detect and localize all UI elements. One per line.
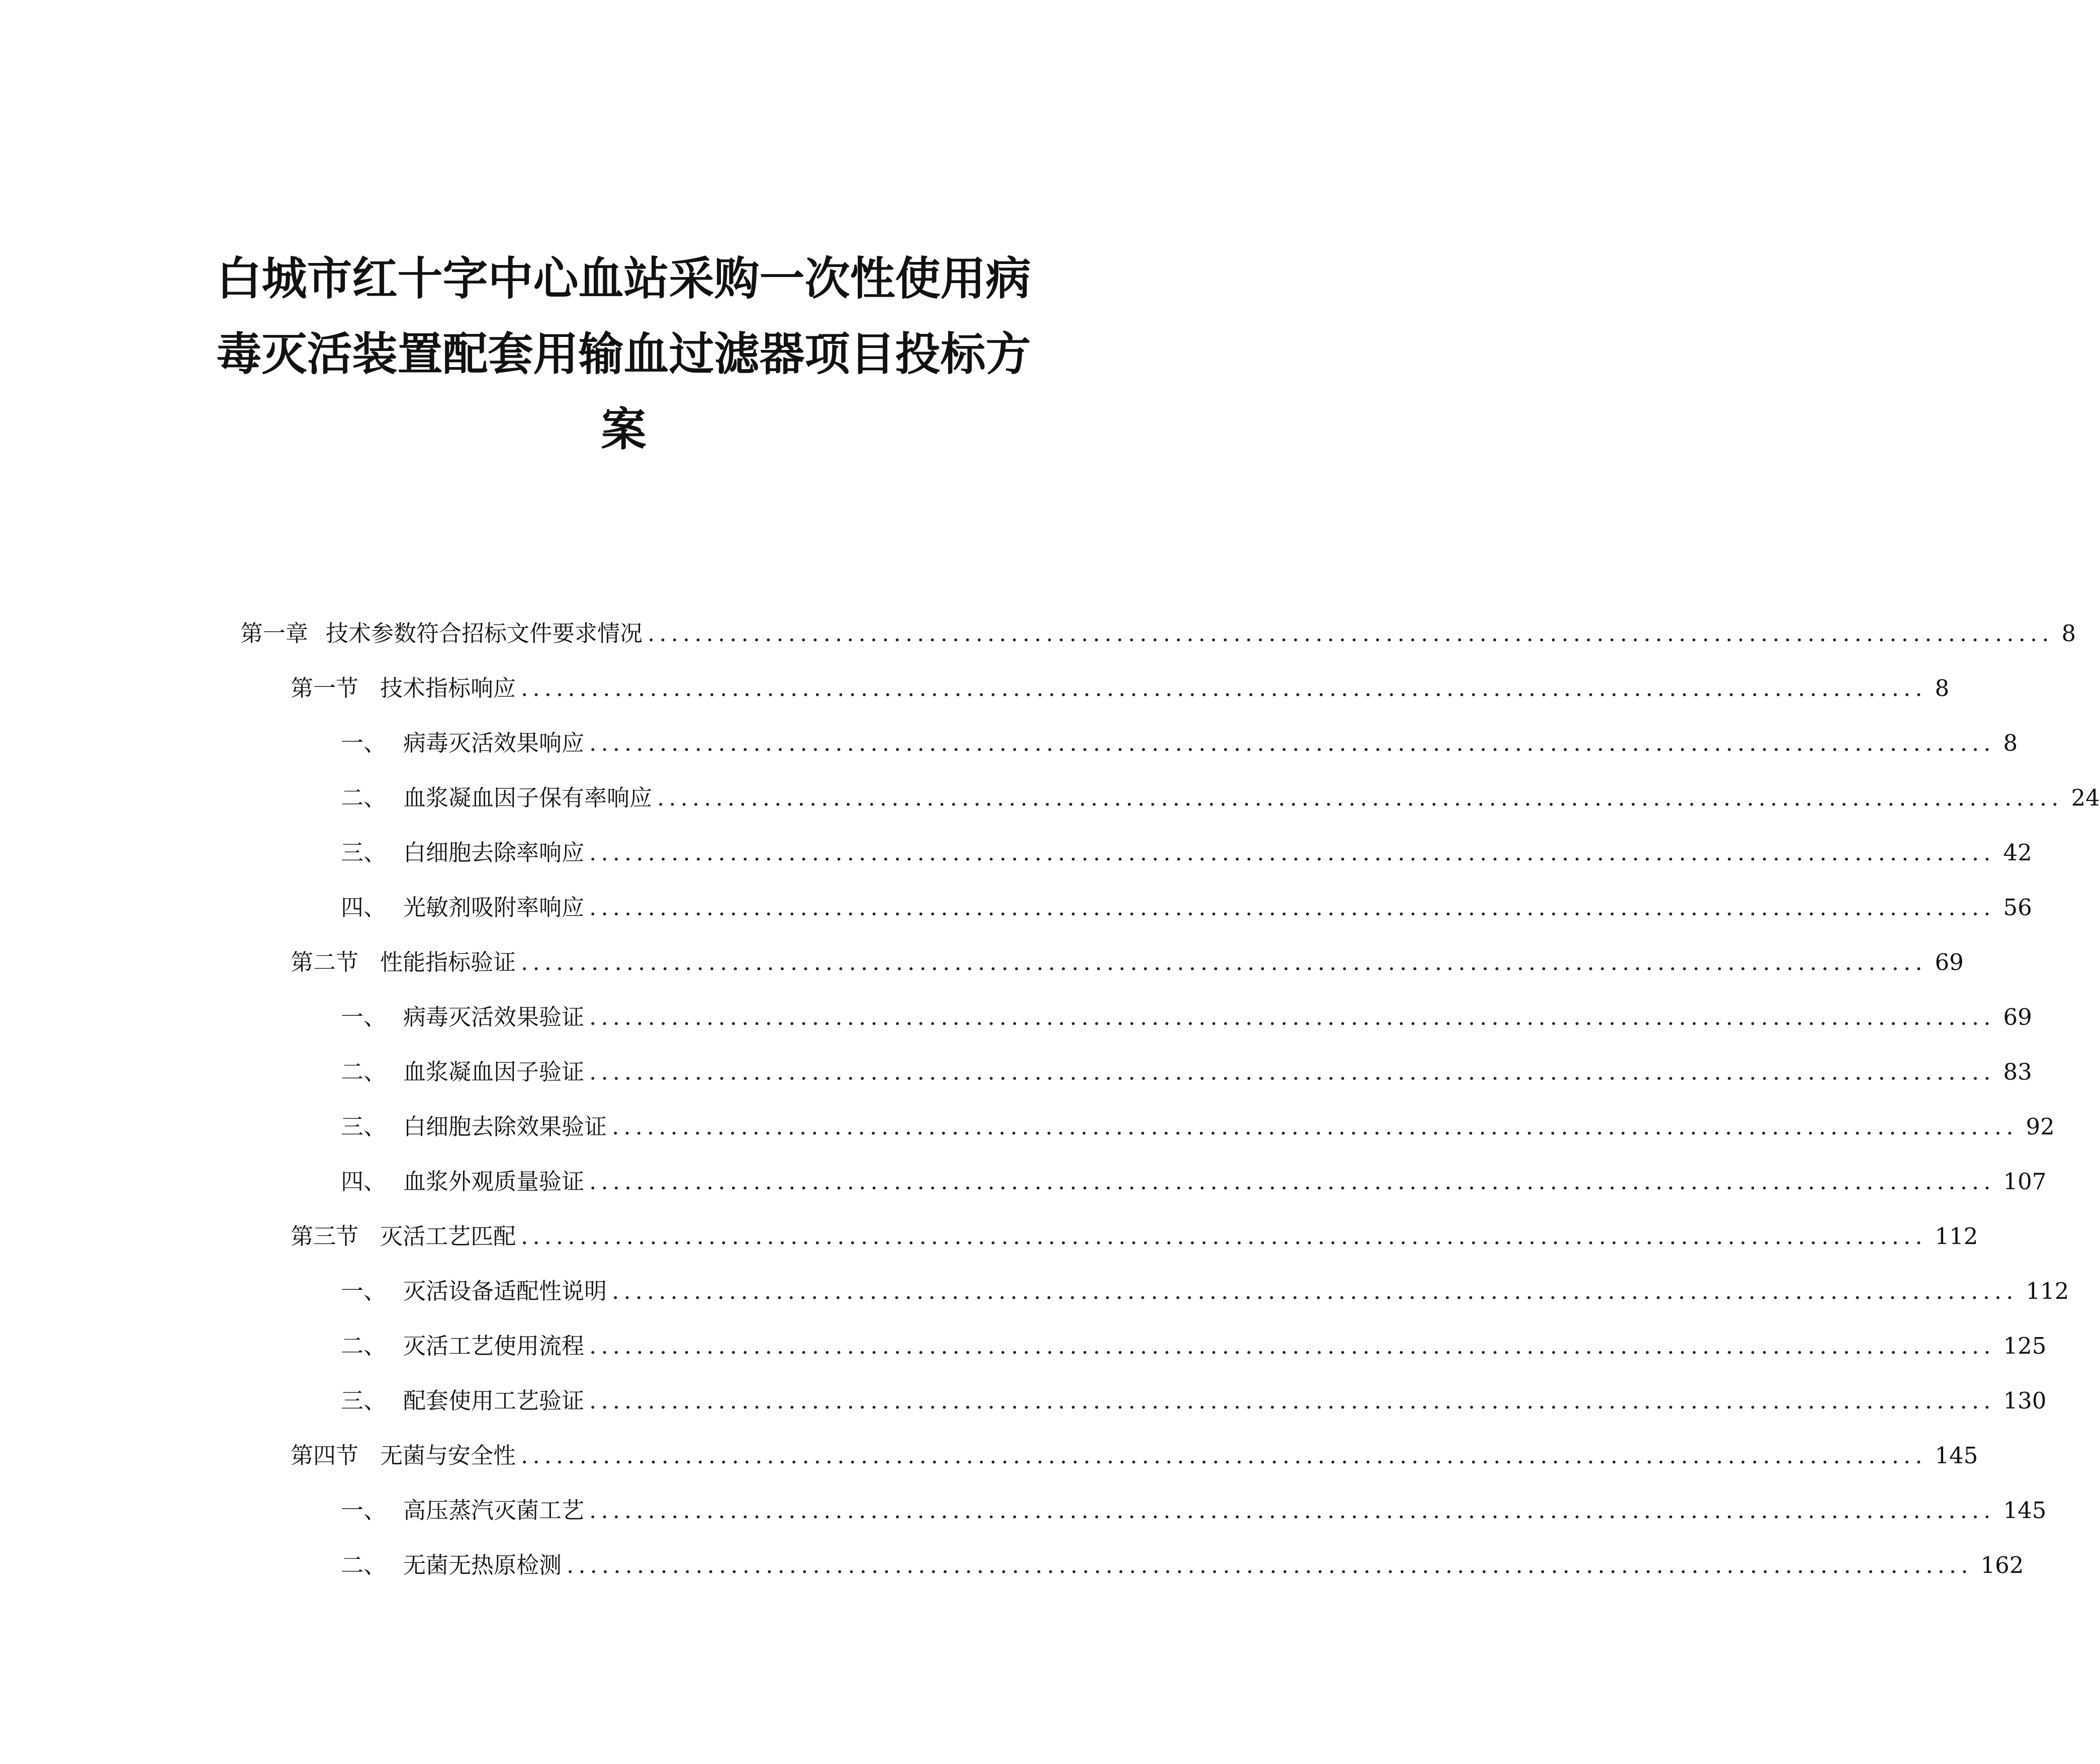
- toc-entry-page: 83: [2003, 1059, 2032, 1085]
- toc-entry-title: 病毒灭活效果验证: [403, 1004, 585, 1030]
- toc-entry-number: 一、: [341, 1497, 387, 1524]
- toc-entry-title: 血浆凝血因子保有率响应: [403, 784, 653, 811]
- toc-entry-page: 24: [2071, 784, 2100, 811]
- toc-entry-page: 112: [1935, 1223, 1978, 1250]
- toc-entry[interactable]: [341, 1495, 2047, 1526]
- title-line-3: 案: [601, 403, 647, 456]
- toc-entry-number: 第二节: [291, 949, 359, 976]
- toc-entry[interactable]: [341, 838, 2032, 868]
- toc-entry-number: 一、: [341, 1278, 387, 1304]
- toc-dot-leader: ........................................................................................................................: [589, 1387, 1995, 1414]
- toc-dot-leader: ........................................................................................................................: [612, 1113, 2018, 1140]
- toc-entry-number: 第三节: [291, 1223, 359, 1250]
- toc-dot-leader: ........................................................................................................................: [657, 784, 2063, 811]
- toc-dot-leader: ........................................................................................................................: [589, 1168, 1995, 1195]
- toc-entry[interactable]: [341, 1386, 2047, 1416]
- toc-entry-title: 病毒灭活效果响应: [403, 730, 585, 756]
- toc-entry-page: 130: [2003, 1387, 2047, 1414]
- toc-dot-leader: ........................................................................................................................: [521, 1442, 1927, 1469]
- toc-entry-number: 一、: [341, 730, 387, 756]
- toc-dot-leader: ........................................................................................................................: [589, 1059, 1995, 1085]
- toc-entry-page: 145: [1935, 1442, 1978, 1469]
- toc-entry-title: 血浆外观质量验证: [403, 1168, 585, 1195]
- toc-entry[interactable]: [341, 1002, 2032, 1032]
- toc-dot-leader: ........................................................................................................................: [612, 1278, 2018, 1304]
- toc-entry[interactable]: [341, 1550, 2024, 1580]
- toc-entry-page: 8: [1935, 675, 1950, 701]
- toc-dot-leader: ........................................................................................................................: [589, 730, 1995, 756]
- toc-dot-leader: ........................................................................................................................: [589, 1004, 1995, 1030]
- toc-entry-number: 二、: [341, 784, 387, 811]
- toc-dot-leader: ........................................................................................................................: [567, 1552, 1973, 1578]
- toc-entry-title: 无菌无热原检测: [403, 1552, 562, 1578]
- toc-entry-number: 二、: [341, 1552, 387, 1578]
- toc-entry-title: 灭活设备适配性说明: [403, 1278, 607, 1304]
- toc-entry-page: 8: [2061, 620, 2076, 647]
- toc-dot-leader: ........................................................................................................................: [589, 1333, 1995, 1359]
- toc-entry[interactable]: [341, 893, 2032, 923]
- toc-entry[interactable]: [291, 1441, 1978, 1471]
- toc-entry-number: 第一章: [240, 620, 309, 647]
- toc-entry-title: 光敏剂吸附率响应: [403, 894, 585, 921]
- toc-entry-page: 112: [2026, 1278, 2069, 1304]
- toc-entry-number: 一、: [341, 1004, 387, 1030]
- toc-entry-page: 92: [2026, 1113, 2055, 1140]
- toc-dot-leader: ........................................................................................................................: [648, 620, 2054, 647]
- toc-entry-page: 145: [2003, 1497, 2047, 1524]
- toc-entry-page: 42: [2003, 839, 2032, 866]
- toc-entry-number: 二、: [341, 1059, 387, 1085]
- toc-entry-number: 三、: [341, 1387, 387, 1414]
- toc-entry[interactable]: [291, 1221, 1978, 1252]
- toc-entry-title: 技术指标响应: [380, 675, 516, 701]
- toc-entry[interactable]: [341, 728, 2018, 758]
- toc-dot-leader: ........................................................................................................................: [521, 1223, 1927, 1250]
- toc-entry-page: 69: [1935, 949, 1964, 976]
- toc-dot-leader: ........................................................................................................................: [521, 949, 1927, 976]
- toc-entry-title: 无菌与安全性: [380, 1442, 516, 1469]
- toc-entry[interactable]: [240, 619, 2076, 649]
- toc-dot-leader: ........................................................................................................................: [589, 894, 1995, 921]
- toc-entry[interactable]: [341, 1057, 2032, 1087]
- toc-entry[interactable]: [341, 1331, 2047, 1361]
- toc-entry-title: 灭活工艺使用流程: [403, 1333, 585, 1359]
- title-line-1: 白城市红十字中心血站采购一次性使用病: [216, 252, 1031, 305]
- toc-entry[interactable]: [341, 783, 2100, 813]
- page-title: [0, 241, 1247, 468]
- toc-entry-title: 高压蒸汽灭菌工艺: [403, 1497, 585, 1524]
- title-line-2: 毒灭活装置配套用输血过滤器项目投标方: [216, 328, 1031, 381]
- toc-entry-title: 白细胞去除效果验证: [403, 1113, 607, 1140]
- toc-entry-title: 灭活工艺匹配: [380, 1223, 516, 1250]
- toc-entry-number: 二、: [341, 1333, 387, 1359]
- toc-entry-number: 四、: [341, 1168, 387, 1195]
- toc-entry-page: 107: [2003, 1168, 2047, 1195]
- toc-entry-page: 69: [2003, 1004, 2032, 1030]
- toc-dot-leader: ........................................................................................................................: [589, 1497, 1995, 1524]
- toc-entry-title: 白细胞去除率响应: [403, 839, 585, 866]
- toc-entry-title: 配套使用工艺验证: [403, 1387, 585, 1414]
- toc-entry-page: 56: [2003, 894, 2032, 921]
- toc-entry[interactable]: [341, 1276, 2069, 1306]
- toc-entry-title: 血浆凝血因子验证: [403, 1059, 585, 1085]
- toc-entry-number: 四、: [341, 894, 387, 921]
- toc-entry-title: 性能指标验证: [380, 949, 516, 976]
- toc-entry[interactable]: [291, 673, 1950, 703]
- toc-entry-number: 三、: [341, 1113, 387, 1140]
- toc-dot-leader: ........................................................................................................................: [521, 675, 1927, 701]
- toc-entry-page: 8: [2003, 730, 2018, 756]
- toc-entry-number: 第一节: [291, 675, 359, 701]
- toc-entry[interactable]: [341, 1167, 2047, 1197]
- toc-entry-number: 第四节: [291, 1442, 359, 1469]
- toc-dot-leader: ........................................................................................................................: [589, 839, 1995, 866]
- toc-entry-page: 162: [1980, 1552, 2024, 1578]
- toc-entry[interactable]: [341, 1112, 2055, 1142]
- toc-entry-number: 三、: [341, 839, 387, 866]
- toc-entry-title: 技术参数符合招标文件要求情况: [326, 620, 643, 647]
- toc-entry[interactable]: [291, 947, 1964, 978]
- toc-entry-page: 125: [2003, 1333, 2047, 1359]
